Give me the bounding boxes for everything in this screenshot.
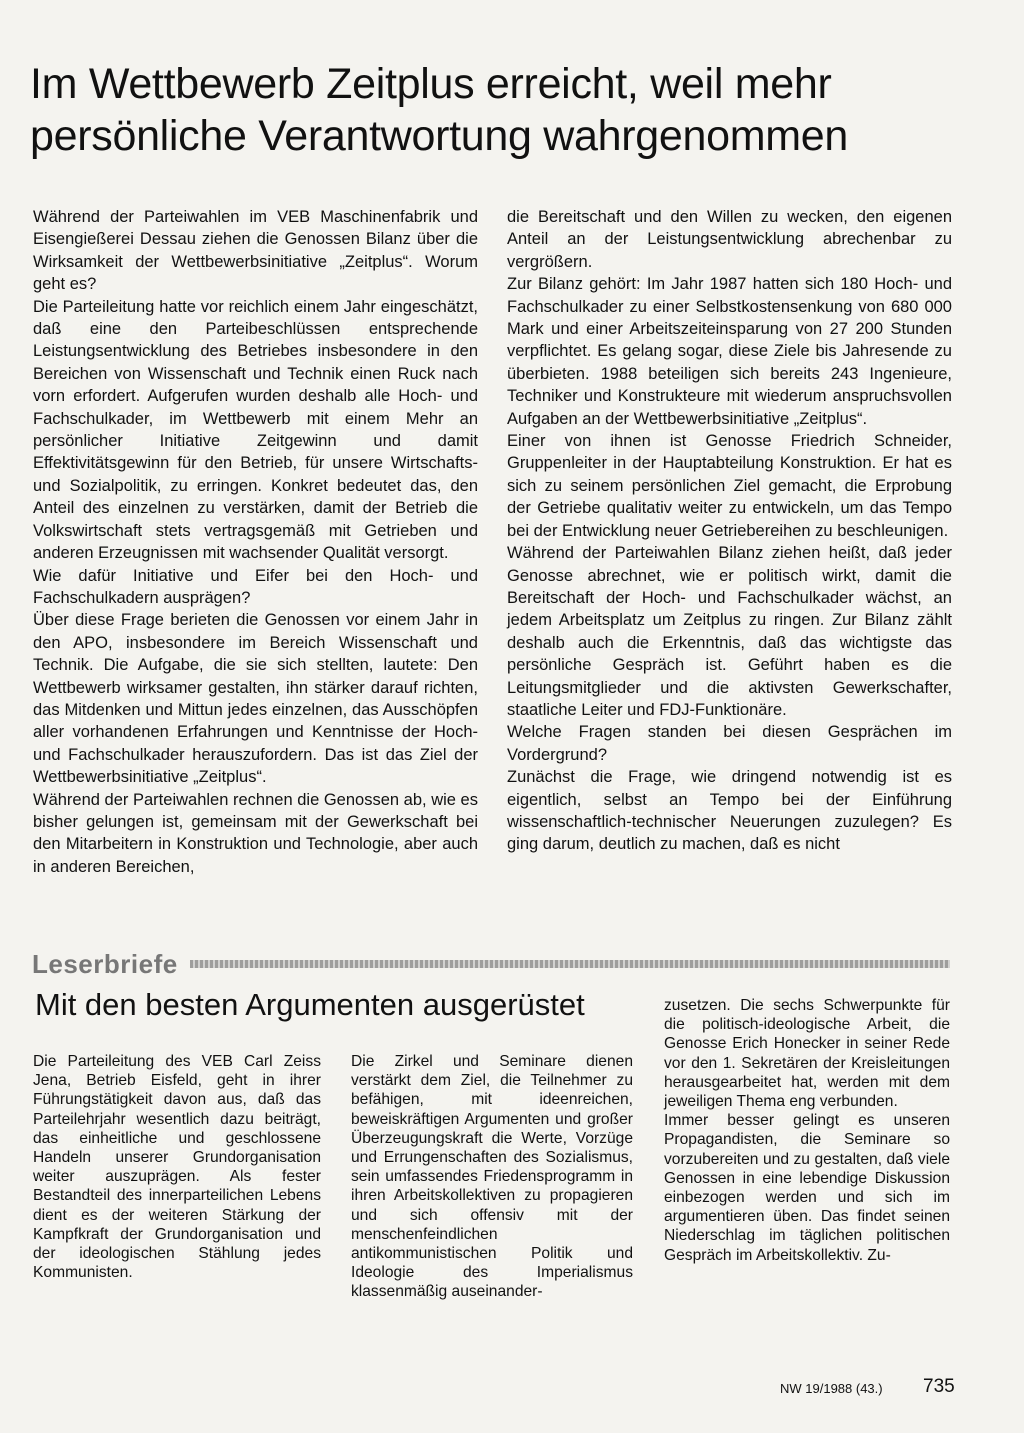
article-paragraph: die Bereitschaft und den Willen zu wecken, den eigenen Anteil an der Leistungsentwicklung abrechenbar zu vergrößern. — [507, 208, 952, 271]
headline-line-2: persönliche Verantwortung wahrgenommen — [30, 112, 849, 160]
article-paragraph: Die Parteileitung hatte vor reichlich einem Jahr eingeschätzt, daß eine den Parteibeschlüssen entsprechende Leistungsentwicklung des Betriebes insbesondere in den Bereichen von Wissenschaft und Technik einen Ruck nach vorn erfordert. Aufgerufen wurden deshalb alle Hoch- und Fachschulkader, im Wettbewerb mit einem Mehr an persönlicher Initiative Zeitgewinn und damit Effektivitätsgewinn für den Betrieb, für unsere Wirtschafts- und Sozialpolitik, zu erringen. Konkret bedeutet das, den Anteil des einzelnen zu verstärken, damit der Betrieb die Volkswirtschaft stets vertragsgemäß mit Getrieben und anderen Erzeugnissen mit wachsender Qualität versorgt. — [33, 297, 478, 563]
article-paragraph: Während der Parteiwahlen im VEB Maschinenfabrik und Eisengießerei Dessau ziehen die Genossen Bilanz über die Wirksamkeit der Wettbewerbsinitiative „Zeitplus“. Worum geht es? — [33, 208, 478, 294]
section-rule — [190, 960, 950, 968]
headline-line-1: Im Wettbewerb Zeitplus erreicht, weil mehr — [30, 60, 832, 108]
letter-headline: Mit den besten Argumenten ausgerüstet — [35, 987, 585, 1022]
section-label: Leserbriefe — [32, 949, 178, 979]
page-number: 735 — [923, 1376, 955, 1397]
article-paragraph: Zur Bilanz gehört: Im Jahr 1987 hatten sich 180 Hoch- und Fachschulkader zu einer Selbstkostensenkung von 680 000 Mark und einer Arbeitszeiteinsparung von 27 200 Stunden verpflichtet. Es gelang sogar, diese Ziele bis Jahresende zu überbieten. 1988 beteiligen sich bereits 243 Ingenieure, Techniker und Konstrukteure mit wiederum anspruchsvollen Aufgaben an der Wettbewerbsinitiative „Zeitplus“. — [507, 275, 952, 428]
letter-column-2 — [351, 1052, 633, 1302]
letter-paragraph: zusetzen. Die sechs Schwerpunkte für die politisch-ideologische Arbeit, die Genosse Erich Honecker in seiner Rede vor den 1. Sekretären der Kreisleitungen herausgearbeitet hat, werden mit dem jeweiligen Thema eng verbunden. — [664, 997, 950, 1111]
letter-paragraph: Immer besser gelingt es unseren Propagandisten, die Seminare so vorzubereiten und zu gestalten, daß viele Genossen in eine lebendige Diskussion einbezogen werden und sich im argumentieren üben. Das findet seinen Niederschlag im täglichen politischen Gespräch im Arbeitskollektiv. Zu- — [664, 1112, 950, 1264]
article-paragraph: Über diese Frage berieten die Genossen vor einem Jahr in den APO, insbesondere im Bereich Wissenschaft und Technik. Die Aufgabe, die sie sich stellten, lautete: Den Wettbewerb wirksamer gestalten, ihn stärker darauf richten, das Mitdenken und Mittun jedes einzelnen, das Ausschöpfen aller vorhandenen Erfahrungen und Kenntnisse der Hoch- und Fachschulkader herauszufordern. Das ist das Ziel der Wettbewerbsinitiative „Zeitplus“. — [33, 611, 478, 787]
article-paragraph: Während der Parteiwahlen rechnen die Genossen ab, wie es bisher gelungen ist, gemeinsam mit der Gewerkschaft bei den Mitarbeitern in Konstruktion und Technologie, aber auch in anderen Bereichen, — [33, 790, 478, 876]
article-paragraph: Einer von ihnen ist Genosse Friedrich Schneider, Gruppenleiter in der Hauptabteilung Konstruktion. Er hat es sich zu seinem persönlichen Ziel gemacht, die Erprobung der Getriebe qualitativ weiter zu entwickeln, um das Tempo bei der Entwicklung neuer Getriebereihen zu beschleunigen. — [507, 432, 952, 540]
letter-paragraph: Die Zirkel und Seminare dienen verstärkt dem Ziel, die Teilnehmer zu befähigen, mit ideenreichen, beweiskräftigen Argumenten und großer Überzeugungskraft die Werte, Vorzüge und Errungenschaften des Sozialismus, sein umfassendes Friedensprogramm in ihren Arbeitskollektiven zu propagieren und sich offensiv mit der menschenfeindlichen antikommunistischen Politik und Ideologie des Imperialismus klassenmäßig auseinander- — [351, 1053, 633, 1301]
letter-column-1 — [33, 1052, 321, 1282]
letter-column-3 — [664, 996, 950, 1265]
article-paragraph: Welche Fragen standen bei diesen Gesprächen im Vordergrund? — [507, 723, 952, 764]
article-paragraph: Während der Parteiwahlen Bilanz ziehen heißt, daß jeder Genosse abrechnet, wie er politisch wirkt, damit die Bereitschaft der Hoch- und Fachschulkader wächst, an jedem Arbeitsplatz um Zeitplus zu ringen. Zur Bilanz zählt deshalb auch die Erkenntnis, daß das wichtigste das persönliche Gespräch ist. Geführt haben es die Leitungsmitglieder und die aktivsten Gewerkschafter, staatliche Leiter und FDJ-Funktionäre. — [507, 544, 952, 719]
article-paragraph: Wie dafür Initiative und Eifer bei den Hoch- und Fachschulkadern ausprägen? — [33, 566, 478, 607]
issue-reference: NW 19/1988 (43.) — [780, 1381, 883, 1396]
article-column-right — [507, 206, 952, 856]
article-headline — [30, 58, 990, 162]
article-paragraph: Zunächst die Frage, wie dringend notwendig ist es eigentlich, selbst an Tempo bei der Einführung wissenschaftlich-technischer Neuerungen zuzulegen? Es ging darum, deutlich zu machen, daß es nicht — [507, 768, 952, 854]
article-column-left — [33, 206, 478, 878]
letter-paragraph: Die Parteileitung des VEB Carl Zeiss Jena, Betrieb Eisfeld, geht in ihrer Führungstätigkeit davon aus, daß das Parteilehrjahr wesentlich dazu beiträgt, das einheitliche und geschlossene Handeln unserer Grundorganisation weiter auszuprägen. Als fester Bestandteil des innerparteilichen Lebens dient es der weiteren Stärkung der Kampfkraft der Grundorganisation und der ideologischen Stählung jedes Kommunisten. — [33, 1053, 321, 1282]
